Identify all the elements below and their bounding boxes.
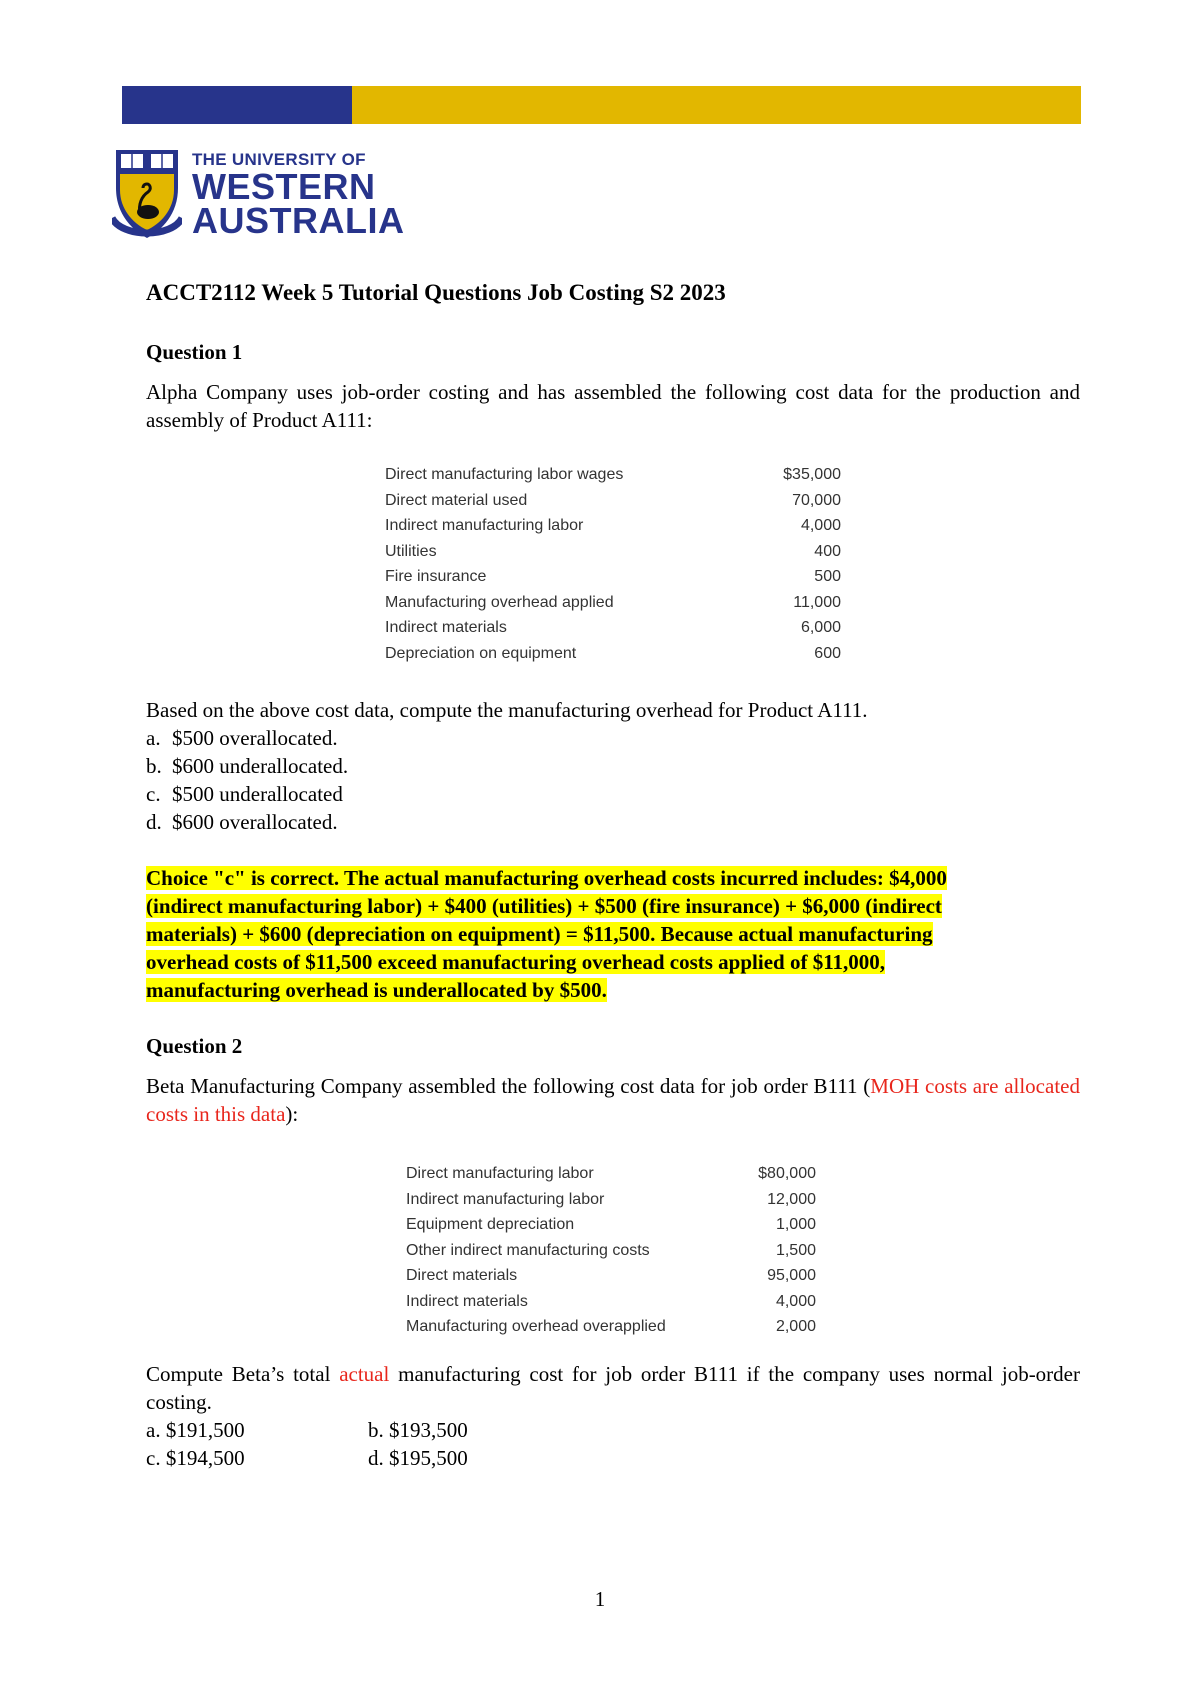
table-row	[406, 1314, 816, 1340]
answer-line-text: manufacturing overhead is underallocated by $500.	[146, 978, 607, 1002]
table-row-value: 95,000	[767, 1267, 816, 1284]
answer-line	[146, 948, 1080, 976]
table-row-value: 4,000	[800, 517, 841, 534]
table-row-value: $35,000	[783, 466, 841, 483]
table-row	[406, 1212, 816, 1238]
table-row-label: Direct materials	[406, 1267, 518, 1284]
document-title: ACCT2112 Week 5 Tutorial Questions Job Costing S2 2023	[146, 280, 726, 305]
table-row-label: Indirect manufacturing labor	[406, 1190, 605, 1208]
table-row-value: 500	[814, 568, 841, 585]
option-text: $193,500	[389, 1418, 468, 1442]
table-row	[385, 462, 841, 488]
question-1-prompt: Based on the above cost data, compute the manufacturing overhead for Product A111.	[146, 698, 868, 722]
table-row-label: Manufacturing overhead applied	[385, 593, 614, 611]
question-2-prompt-block	[146, 1360, 1080, 1472]
answer-line	[146, 892, 1080, 920]
question-2-options	[146, 1416, 1080, 1472]
option-item	[368, 1444, 468, 1472]
question-2-prompt	[146, 1360, 1080, 1416]
option-item	[146, 808, 1080, 836]
table-row-label: Direct manufacturing labor	[406, 1165, 594, 1182]
question-2-intro-end: ):	[285, 1102, 299, 1126]
table-row-label: Manufacturing overhead overapplied	[406, 1318, 666, 1335]
question-1-prompt-block	[146, 696, 1080, 836]
answer-line-text: materials) + $600 (depreciation on equipment) = $11,500. Because actual manufacturing	[146, 922, 933, 946]
table-row-value: $80,000	[758, 1165, 816, 1182]
answer-line-text: overhead costs of $11,500 exceed manufacturing overhead costs applied of $11,000,	[146, 950, 886, 974]
page-number: 1	[594, 1587, 606, 1611]
university-logo	[112, 148, 405, 244]
table-row	[385, 513, 841, 539]
table-row	[406, 1263, 816, 1289]
options-row	[146, 1416, 1080, 1444]
option-item	[146, 752, 1080, 780]
option-letter: b.	[368, 1418, 384, 1442]
table-row-value: 12,000	[767, 1190, 816, 1208]
question-2-prompt-text: Compute Beta’s total	[146, 1362, 340, 1386]
table-row-label: Direct manufacturing labor wages	[385, 466, 624, 483]
question-1-block	[146, 338, 1080, 434]
table-row-label: Fire insurance	[385, 568, 487, 585]
question-2-prompt-red: actual	[339, 1362, 390, 1386]
option-letter: c.	[146, 1446, 161, 1470]
question-2-prompt-end: manufacturing cost for job order B111 if the company uses normal job-order costing.	[146, 1362, 1080, 1414]
question-1-cost-table	[385, 462, 841, 666]
question-2-intro-text: Beta Manufacturing Company assembled the following cost data for job order B111 (	[146, 1074, 871, 1098]
table-row-value: 2,000	[775, 1318, 816, 1335]
table-row	[385, 539, 841, 565]
answer-line-text: Choice "c" is correct. The actual manufacturing overhead costs incurred includes: $4,000	[146, 866, 947, 890]
option-text: $195,500	[389, 1446, 468, 1470]
option-letter: a.	[146, 726, 161, 750]
option-letter: a.	[146, 1418, 161, 1442]
wordmark-line-2: WESTERN	[192, 166, 376, 207]
table-row-label: Direct material used	[385, 491, 528, 509]
options-row	[146, 1444, 1080, 1472]
table-row-label: Indirect manufacturing labor	[385, 517, 584, 534]
option-letter: d.	[368, 1446, 384, 1470]
table-row-label: Depreciation on equipment	[385, 644, 577, 662]
answer-line-text: (indirect manufacturing labor) + $400 (utilities) + $500 (fire insurance) + $6,000 (indirect	[146, 894, 942, 918]
table-row-value: 1,500	[775, 1241, 816, 1259]
table-row	[406, 1289, 816, 1315]
answer-line	[146, 864, 1080, 892]
option-text: $600 underallocated.	[172, 754, 349, 778]
option-text: $194,500	[165, 1446, 245, 1470]
question-1-heading: Question 1	[146, 340, 243, 364]
option-item	[146, 724, 1080, 752]
table-row	[385, 615, 841, 641]
uwa-crest-icon	[112, 148, 182, 240]
wordmark-line-3: AUSTRALIA	[192, 200, 405, 241]
question-2-intro-red: MOH costs are allocated costs in this data	[146, 1074, 1080, 1126]
option-text: $191,500	[165, 1418, 245, 1442]
option-text: $500 overallocated.	[172, 726, 338, 750]
option-letter: d.	[146, 810, 162, 834]
question-2-intro	[146, 1072, 1080, 1128]
wordmark-line-1: THE UNIVERSITY OF	[192, 150, 366, 169]
question-1-options	[146, 724, 1080, 836]
table-row-label: Equipment depreciation	[406, 1216, 575, 1233]
question-1-answer	[146, 864, 1080, 1004]
answer-line	[146, 976, 1080, 1004]
question-2-cost-table	[406, 1161, 816, 1340]
table-row-value: 70,000	[792, 491, 841, 509]
table-row-label: Utilities	[385, 542, 437, 560]
option-letter: b.	[146, 754, 162, 778]
question-2-heading: Question 2	[146, 1034, 243, 1058]
option-letter: c.	[146, 782, 161, 806]
question-1-intro: Alpha Company uses job-order costing and has assembled the following cost data for the production and assembly of Product A111:	[146, 380, 1080, 432]
question-2-block	[146, 1032, 1080, 1128]
table-row-label: Indirect materials	[385, 619, 507, 636]
table-row-value: 400	[814, 542, 841, 560]
table-row-value: 1,000	[775, 1216, 816, 1233]
option-item	[368, 1416, 468, 1444]
option-item	[146, 780, 1080, 808]
table-row	[385, 641, 841, 667]
table-row-value: 6,000	[800, 619, 841, 636]
option-item	[146, 1444, 245, 1472]
header-band-gold	[352, 86, 1081, 124]
table-row-label: Other indirect manufacturing costs	[406, 1241, 650, 1259]
table-row	[385, 564, 841, 590]
table-row	[385, 590, 841, 616]
header-band-blue	[122, 86, 352, 124]
answer-line	[146, 920, 1080, 948]
option-item	[146, 1416, 245, 1444]
table-row	[406, 1161, 816, 1187]
option-text: $500 underallocated	[172, 782, 343, 806]
university-wordmark	[192, 150, 405, 241]
table-row-label: Indirect materials	[406, 1292, 528, 1310]
option-text: $600 overallocated.	[172, 810, 338, 834]
table-row	[406, 1238, 816, 1264]
table-row	[385, 488, 841, 514]
table-row	[406, 1187, 816, 1213]
table-row-value: 4,000	[775, 1292, 816, 1310]
table-row-value: 600	[814, 644, 841, 662]
table-row-value: 11,000	[793, 593, 841, 611]
